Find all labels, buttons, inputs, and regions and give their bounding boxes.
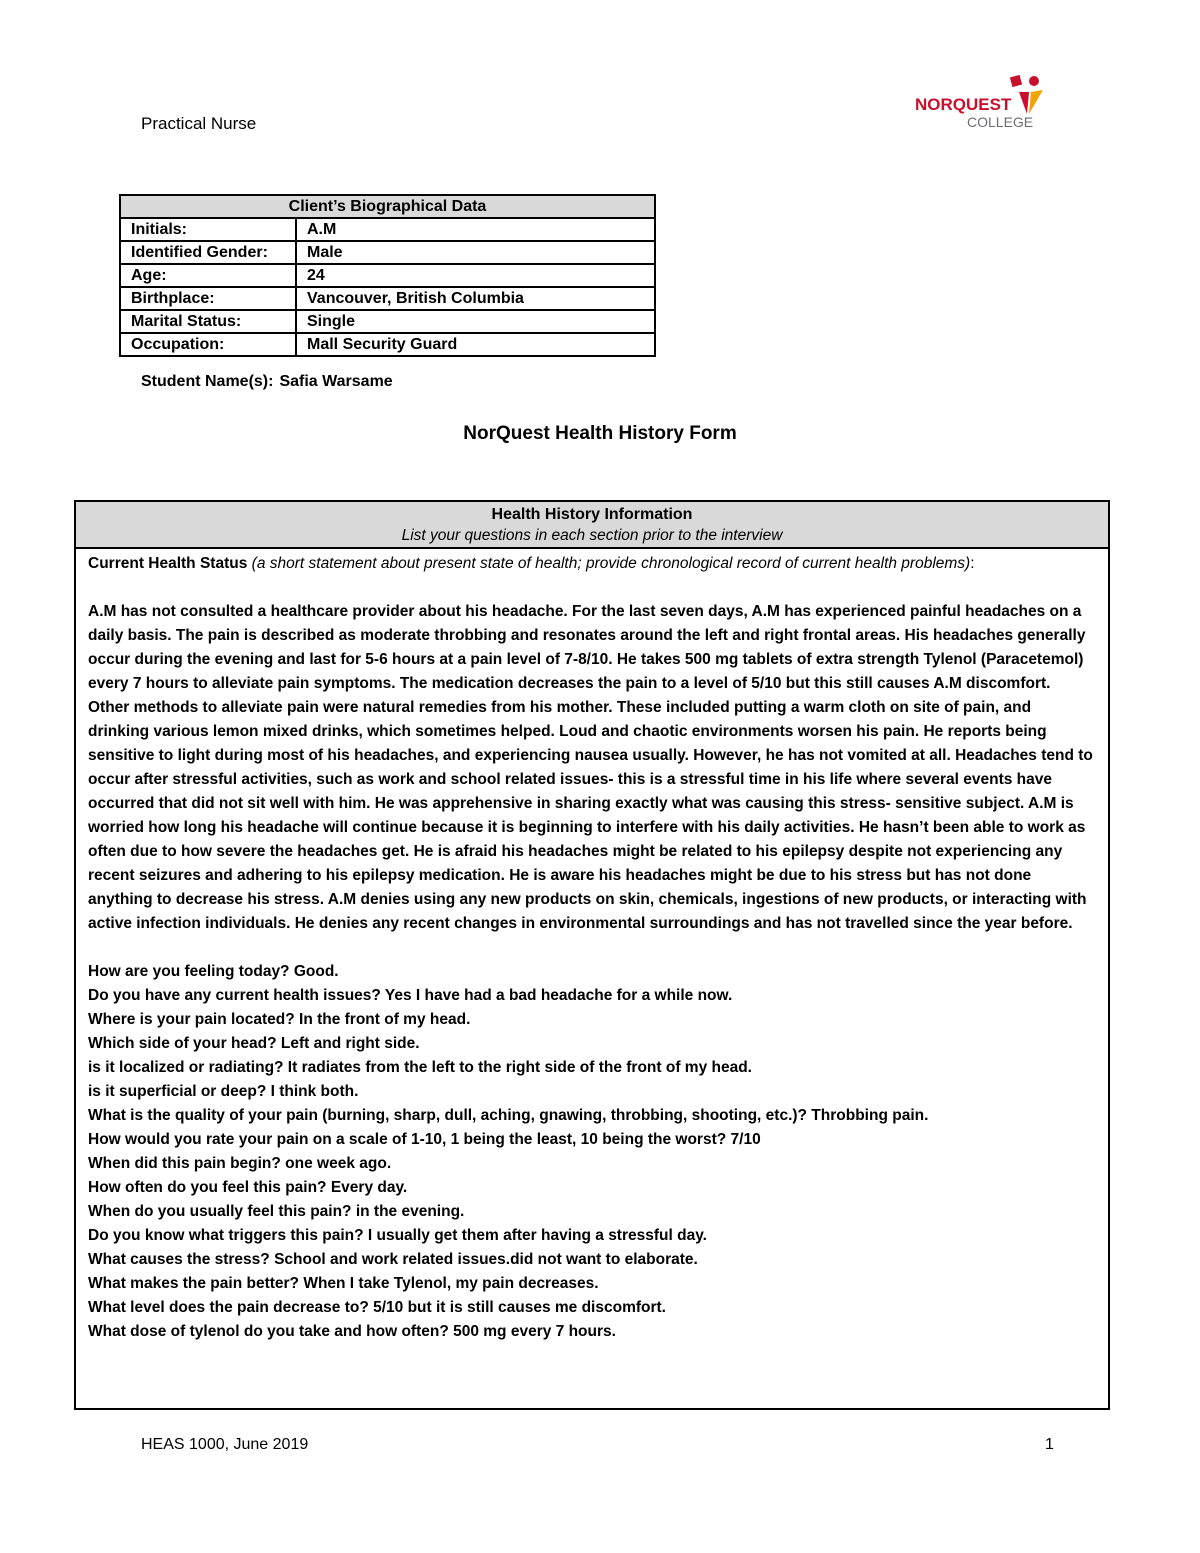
qa-line: Where is your pain located? In the front of my head. xyxy=(88,1011,471,1028)
norquest-logo xyxy=(915,74,1045,132)
qa-line: How often do you feel this pain? Every day. xyxy=(88,1179,408,1196)
qa-line: What is the quality of your pain (burning, sharp, dull, aching, gnawing, throbbing, shooting, etc.)? Throbbing pain. xyxy=(88,1107,929,1124)
health-history-header xyxy=(76,502,1108,549)
qa-line: is it localized or radiating? It radiates from the left to the right side of the front of my head. xyxy=(88,1059,752,1076)
footer-page-number: 1 xyxy=(1045,1436,1054,1453)
footer-course: HEAS 1000, June 2019 xyxy=(141,1436,309,1453)
bio-value: Vancouver, British Columbia xyxy=(296,287,655,310)
qa-line: When did this pain begin? one week ago. xyxy=(88,1155,392,1172)
health-history-subheading: List your questions in each section prior to the interview xyxy=(401,527,783,544)
logo-name-line2: COLLEGE xyxy=(967,114,1034,130)
bio-row xyxy=(120,264,655,287)
bio-label: Identified Gender: xyxy=(120,241,296,264)
student-name-line xyxy=(141,373,393,391)
bio-row xyxy=(120,287,655,310)
norquest-logo-graphic xyxy=(915,74,1045,132)
bio-row xyxy=(120,310,655,333)
bio-value: Male xyxy=(296,241,655,264)
qa-line: What makes the pain better? When I take Tylenol, my pain decreases. xyxy=(88,1275,599,1292)
bio-value: 24 xyxy=(296,264,655,287)
qa-line: How are you feeling today? Good. xyxy=(88,963,339,980)
student-name-value: Safia Warsame xyxy=(279,373,393,390)
health-narrative: A.M has not consulted a healthcare provider about his headache. For the last seven days, A.M has experienced painful headaches on a daily basis. The pain is described as moderate throbbing and resonates around the left and right frontal areas. His headaches generally occur during the evening and last for 5-6 hours at a pain level of 7-8/10. He takes 500 mg tablets of extra strength Tylenol (Paracetemol) every 7 hours to alleviate pain symptoms. The medication decreases the pain to a level of 5/10 but this still causes A.M discomfort. Other methods to alleviate pain were natural remedies from his mother. These included putting a warm cloth on site of pain, and drinking various lemon mixed drinks, which sometimes helped. Loud and chaotic environments worsen his pain. He reports being sensitive to light during most of his headaches, and experiencing nausea usually. However, he has not vomited at all. Headaches tend to occur after stressful activities, such as work and school related issues- this is a stressful time in his life where several events have occurred that did not sit well with him. He was apprehensive in sharing exactly what was causing this stress- sensitive subject. A.M is worried how long his headache will continue because it is beginning to interfere with his daily activities. He hasn’t been able to work as often due to how severe the headaches get. He is afraid his headaches might be related to his epilepsy despite not experiencing any recent seizures and adhering to his epilepsy medication. He is aware his headaches might be due to his stress but has not done anything to decrease his stress. A.M denies using any new products on skin, chemicals, ingestions of new products, or interacting with active infection individuals. He denies any recent changes in environmental surroundings and has not travelled since the year before. xyxy=(88,603,1093,932)
qa-line: How would you rate your pain on a scale of 1-10, 1 being the least, 10 being the worst? 7/10 xyxy=(88,1131,761,1148)
interview-qa-list xyxy=(88,960,1096,1344)
qa-line: is it superficial or deep? I think both. xyxy=(88,1083,359,1100)
qa-line: What causes the stress? School and work related issues.did not want to elaborate. xyxy=(88,1251,698,1268)
current-health-status-colon: : xyxy=(970,555,975,572)
program-name: Practical Nurse xyxy=(141,114,257,133)
qa-line: What dose of tylenol do you take and how often? 500 mg every 7 hours. xyxy=(88,1323,616,1340)
bio-row xyxy=(120,241,655,264)
qa-line: Do you have any current health issues? Yes I have had a bad headache for a while now. xyxy=(88,987,733,1004)
bio-label: Age: xyxy=(120,264,296,287)
qa-line: When do you usually feel this pain? in the evening. xyxy=(88,1203,465,1220)
current-health-status-description: (a short statement about present state of health; provide chronological record of current health problems) xyxy=(251,555,971,572)
biographical-data-table xyxy=(119,194,656,357)
bio-value: Single xyxy=(296,310,655,333)
bio-label: Occupation: xyxy=(120,333,296,356)
bio-label: Marital Status: xyxy=(120,310,296,333)
bio-value: Mall Security Guard xyxy=(296,333,655,356)
current-health-status-heading xyxy=(88,552,1096,576)
bio-row xyxy=(120,218,655,241)
qa-line: Do you know what triggers this pain? I usually get them after having a stressful day. xyxy=(88,1227,707,1244)
health-history-heading: Health History Information xyxy=(491,506,693,523)
bio-label: Birthplace: xyxy=(120,287,296,310)
form-title: NorQuest Health History Form xyxy=(463,423,737,444)
bio-value: A.M xyxy=(296,218,655,241)
bio-label: Initials: xyxy=(120,218,296,241)
health-history-body xyxy=(76,549,1108,1344)
student-name-label: Student Name(s): xyxy=(141,373,274,390)
bio-table-title: Client’s Biographical Data xyxy=(120,195,655,218)
qa-line: What level does the pain decrease to? 5/10 but it is still causes me discomfort. xyxy=(88,1299,666,1316)
logo-name-line1: NORQUEST xyxy=(915,95,1012,114)
health-history-table xyxy=(74,500,1110,1410)
current-health-status-title: Current Health Status xyxy=(88,555,248,572)
qa-line: Which side of your head? Left and right side. xyxy=(88,1035,420,1052)
bio-row xyxy=(120,333,655,356)
